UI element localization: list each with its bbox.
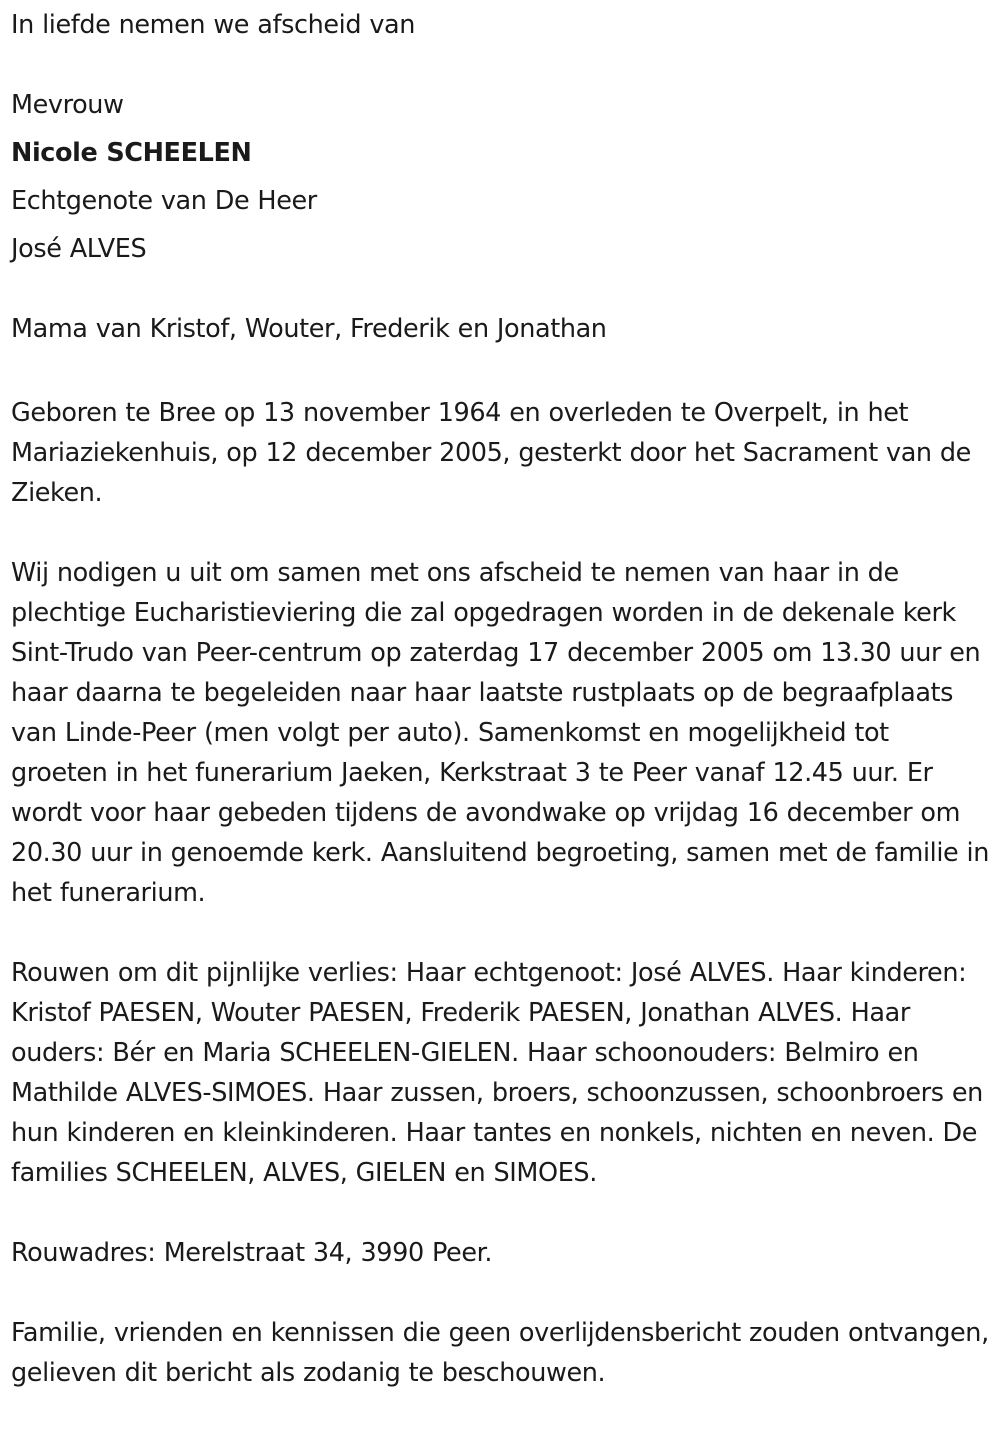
intro-text: In liefde nemen we afscheid van [11,10,416,40]
children-line: Mama van Kristof, Wouter, Frederik en Jonathan [11,314,607,344]
deceased-name: Nicole SCHEELEN [11,138,252,168]
spouse-line-1: Echtgenote van De Heer [11,186,317,216]
address-paragraph: Rouwadres: Merelstraat 34, 3990 Peer. [11,1238,493,1268]
birth-death-paragraph: Geboren te Bree op 13 november 1964 en overleden te Overpelt, in het Mariaziekenhuis, op 12 december 2005, gesterkt door het Sacrament van de Zieken. [11,398,971,508]
salutation: Mevrouw [11,90,124,120]
spouse-line-2: José ALVES [11,234,147,264]
mourners-paragraph: Rouwen om dit pijnlijke verlies: Haar echtgenoot: José ALVES. Haar kinderen: Kristof PAESEN, Wouter PAESEN, Frederik PAESEN, Jonathan ALVES. Haar ouders: Bér en Maria SCHEELEN-GIELEN. Haar schoonouders: Belmiro en Mathilde ALVES-SIMOES. Haar zussen, broers, schoonzussen, schoonbroers en hun kinderen en kleinkinderen. Haar tantes en nonkels, nichten en neven. De families SCHEELEN, ALVES, GIELEN en SIMOES. [11,958,983,1188]
obituary-document [11,0,993,1393]
closing-paragraph: Familie, vrienden en kennissen die geen overlijdensbericht zouden ontvangen, gelieven dit bericht als zodanig te beschouwen. [11,1318,989,1388]
funeral-invitation-paragraph: Wij nodigen u uit om samen met ons afscheid te nemen van haar in de plechtige Eucharistieviering die zal opgedragen worden in de dekenale kerk Sint-Trudo van Peer-centrum op zaterdag 17 december 2005 om 13.30 uur en haar daarna te begeleiden naar haar laatste rustplaats op de begraafplaats van Linde-Peer (men volgt per auto). Samenkomst en mogelijkheid tot groeten in het funerarium Jaeken, Kerkstraat 3 te Peer vanaf 12.45 uur. Er wordt voor haar gebeden tijdens de avondwake op vrijdag 16 december om 20.30 uur in genoemde kerk. Aansluitend begroeting, samen met de familie in het funerarium. [11,558,989,908]
